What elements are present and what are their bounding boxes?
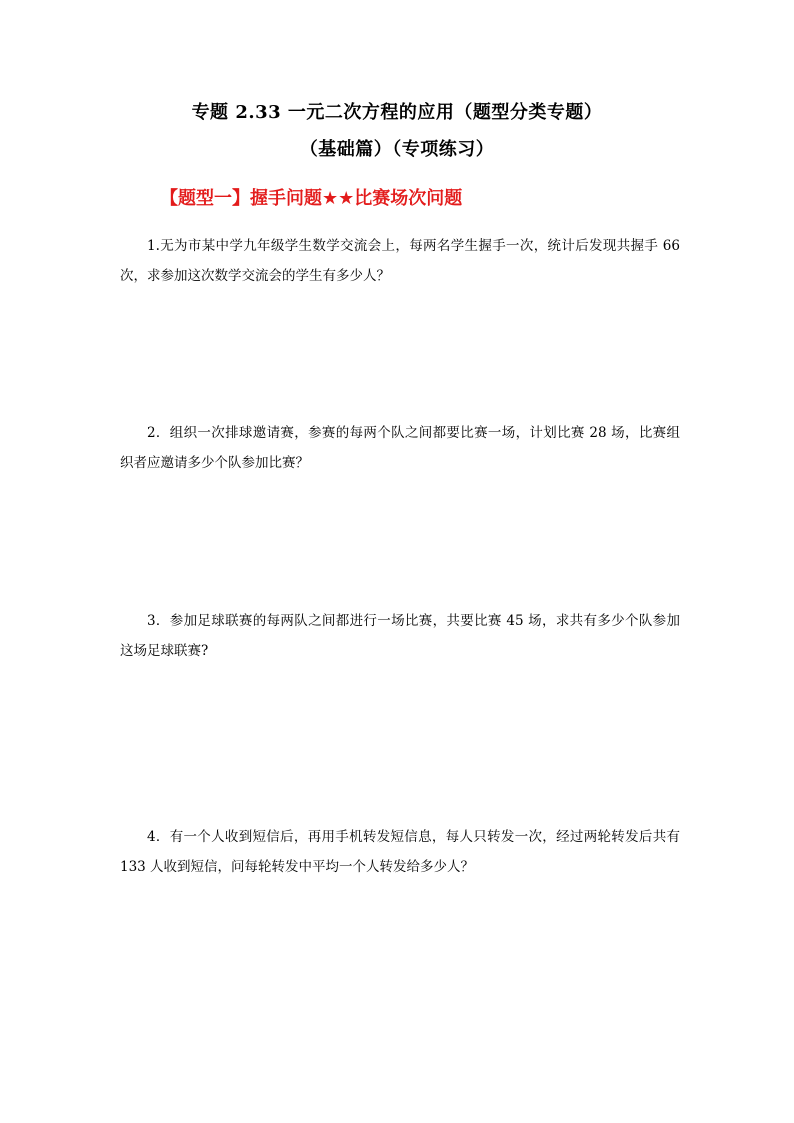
- question-3: 3．参加足球联赛的每两队之间都进行一场比赛，共要比赛 45 场，求共有多少个队参加这场足球联赛?: [120, 612, 680, 659]
- question-1: 1.无为市某中学九年级学生数学交流会上，每两名学生握手一次，统计后发现共握手 66 次，求参加这次数学交流会的学生有多少人？: [120, 237, 680, 284]
- question-4: 4．有一个人收到短信后，再用手机转发短信息，每人只转发一次，经过两轮转发后共有 133 人收到短信，问每轮转发中平均一个人转发给多少人？: [120, 828, 680, 875]
- document-subtitle: （基础篇）（专项练习）: [299, 139, 495, 160]
- question-2: 2．组织一次排球邀请赛，参赛的每两个队之间都要比赛一场，计划比赛 28 场，比赛组织者应邀请多少个队参加比赛？: [120, 424, 680, 471]
- section-heading-type-1: 【题型一】握手问题★★比赛场次问题: [160, 188, 463, 209]
- document-title: 专题 2.33 一元二次方程的应用（题型分类专题）: [191, 102, 603, 123]
